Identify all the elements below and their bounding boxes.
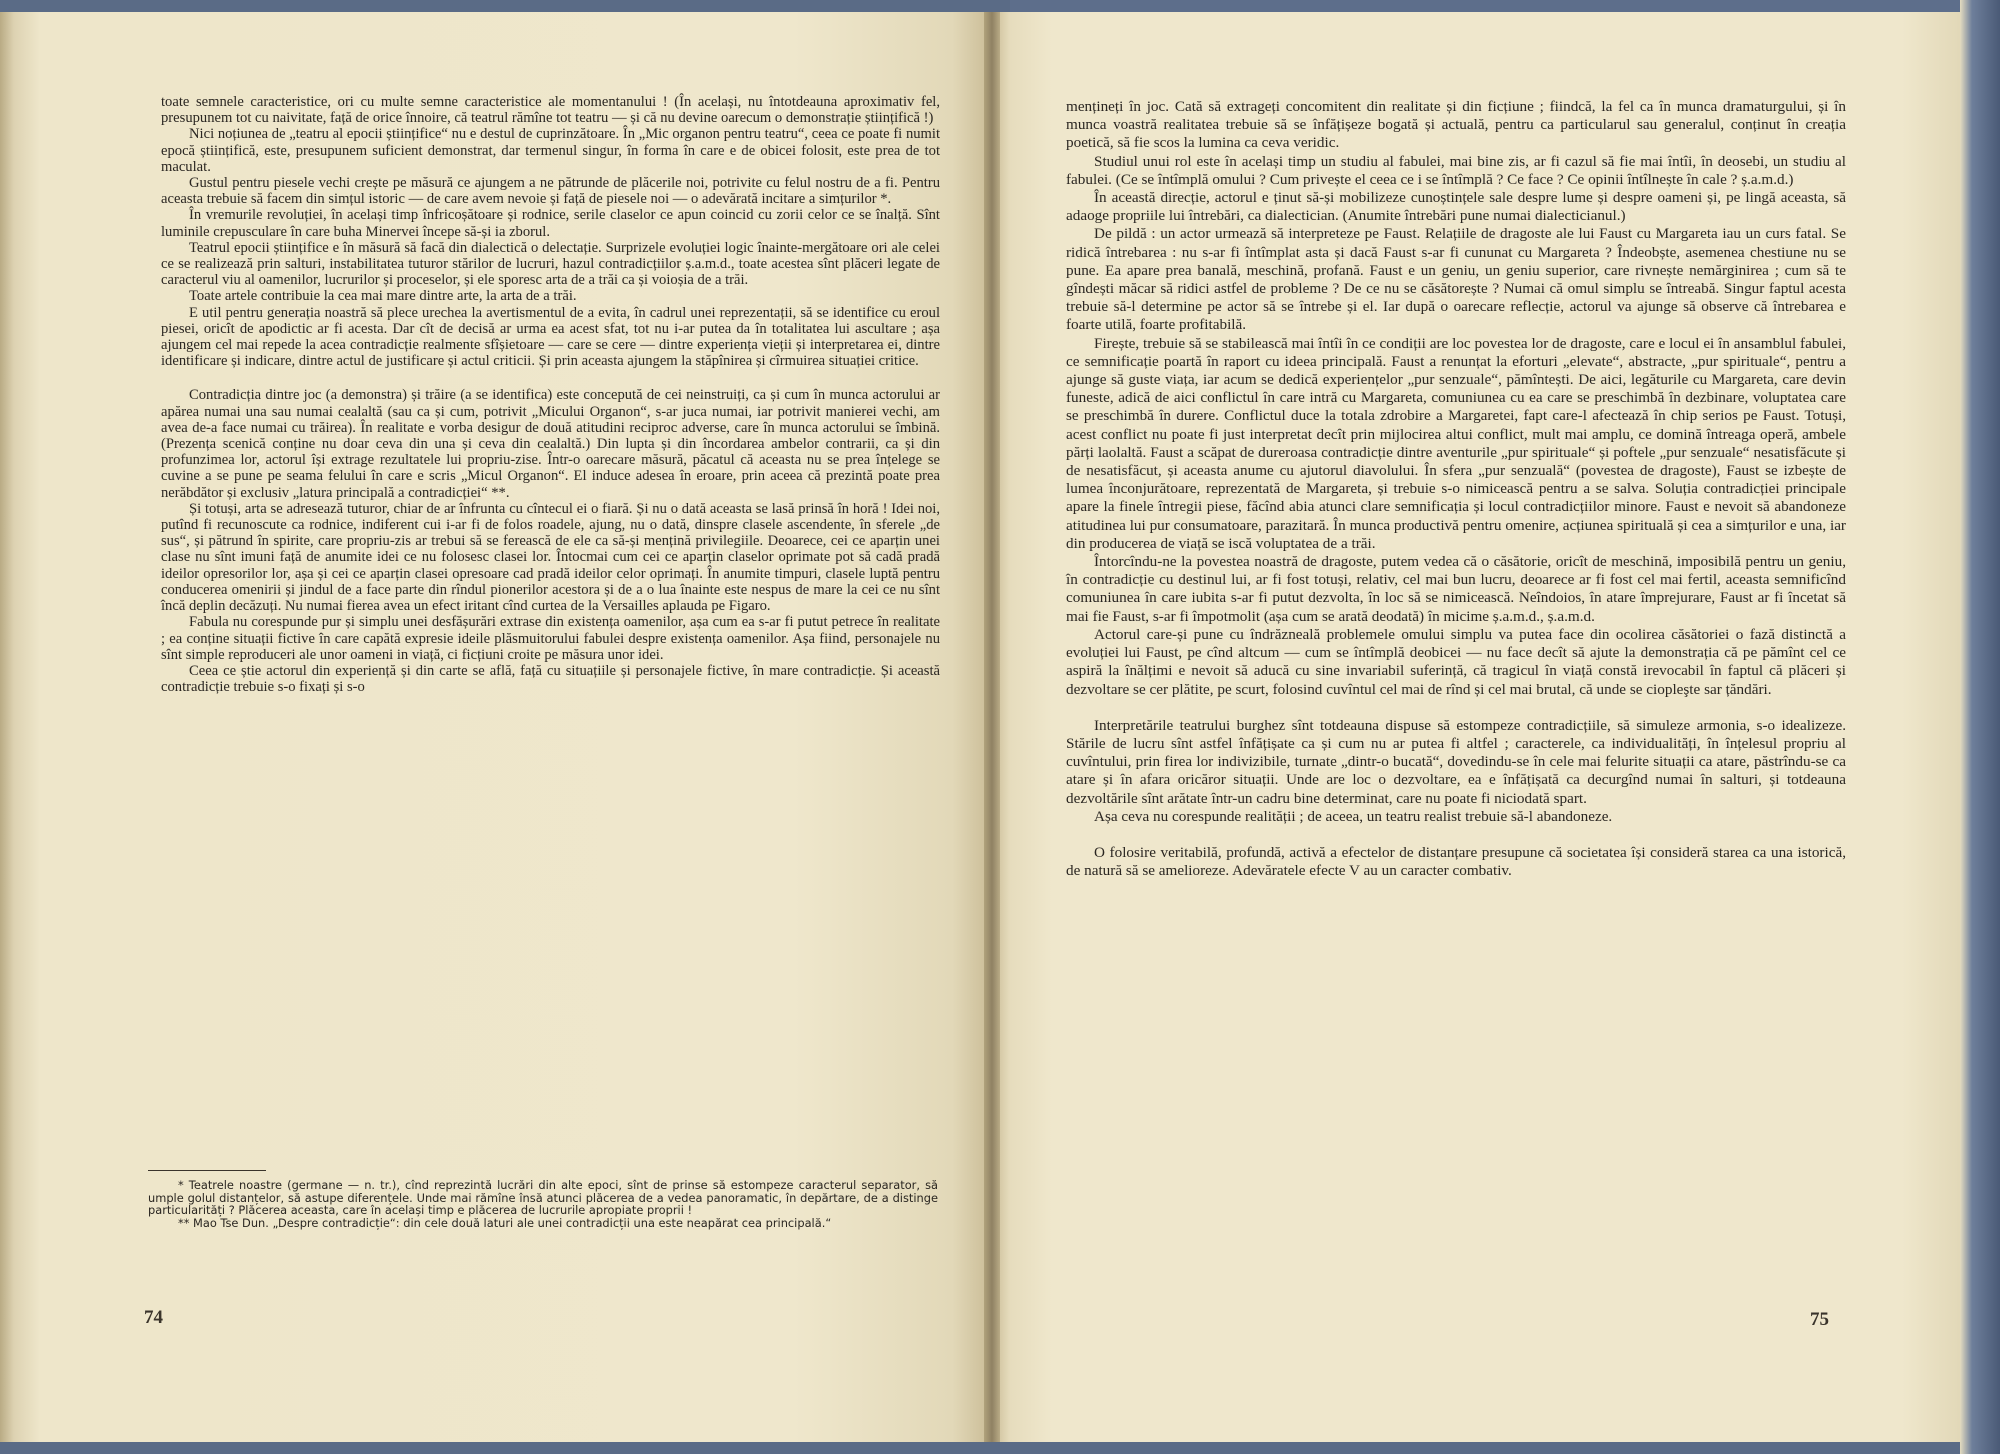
paragraph: Fabula nu corespunde pur și simplu unei desfășurări extrase din existența oamenilor, așa cum ea s-ar fi putut petrece în realitate ; ea conține situații fictive în care capătă expresie ideile plăsmuitorului fabulei despre existența oamenilor. Așa fiind, personajele nu sînt simple reproduceri ale unor oameni in viață, ci ficțiuni croite pe măsura unor idei.	[161, 614, 940, 663]
paragraph: toate semnele caracteristice, ori cu multe semne caracteristice ale momentanului ! (În același, nu întotdeauna aproximativ fel, presupunem tot cu naivitate, față de orice înnoire, că teatrul rămîne tot teatru — și că nu devine oarecum o demonstrație științifică !)	[161, 94, 940, 127]
paragraph: Teatrul epocii științifice e în măsură să facă din dialectică o delectație. Surprizele evoluției logic înainte-mergătoare ori ale celei ce se realizează prin salturi, instabilitatea tuturor stărilor de lucruri, hazul contradicțiilor ș.a.m.d., toate acestea sînt plăceri legate de caracterul viu al oamenilor, lucrurilor și proceselor, și ele sporesc arta de a trăi ca și voioșia de a trăi.	[161, 239, 940, 289]
paragraph: Toate artele contribuie la cea mai mare dintre arte, la arta de a trăi.	[189, 288, 577, 305]
paragraph: Actorul care-și pune cu îndrăzneală problemele omului simplu va putea face din ocolirea căsătoriei o fază distinctă a evoluției lui Faust, pe cînd altcum — cum se întîmplă deobicei — nu face decît să ajute la demonstrația că pe pămînt cel ce aspiră la înălțimi e nevoit să aducă cu sine invariabil suferință, că tragicul în viață constă irevocabil în faptul că plăceri și dezvoltare se cer plătite, pe scurt, folosind cuvîntul cel mai de rînd și cel mai brutal, că unde se ciopleşte sar țăndări.	[1066, 625, 1846, 698]
paragraph: mențineți în joc. Cată să extrageți concomitent din realitate și din ficțiune ; fiindcă, la fel ca în munca dramaturgului, și în munca voastră realitatea trebuie să se înfățișeze bogată și actuală, pentru ca particularul sau generalul, conținut în creația poetică, să fie scos la lumina ca ceva veridic.	[1066, 98, 1846, 152]
left-page	[0, 12, 992, 1442]
paragraph: Gustul pentru piesele vechi crește pe măsură ce ajungem a ne pătrunde de plăcerile noi, potrivite cu felul nostru de a fi. Pentru aceasta trebuie să facem din simțul istoric — de care avem nevoie și față de piesele noi — o adevărată incitare a simțurilor *.	[161, 175, 940, 208]
book-cover-edge	[1960, 0, 2000, 1454]
paragraph: Așa ceva nu corespunde realității ; de aceea, un teatru realist trebuie să-l abandoneze.	[1094, 807, 1613, 825]
page-number-right: 75	[1810, 1309, 1829, 1330]
paragraph: Și totuși, arta se adresează tuturor, chiar de ar înfrunta cu cîntecul ei o fiară. Și nu o dată aceasta se lasă prinsă în horă ! Idei noi, putînd fi recunoscute ca rodnice, indiferent cui i-ar fi de folos roadele, ajung, nu o dată, dinspre clasele ascendente, în sferele „de sus“, și pătrund în spirite, care propriu-zis ar trebui să se ferească de ele ca să-și mențină privilegiile. Deoarece, cei ce aparțin unei clase nu sînt imuni față de anumite idei ce nu folosesc clasei lor. Întocmai cum cei ce aparțin claselor oprimate pot să cadă pradă ideilor opresorilor lor, așa și cei ce aparțin clasei opresoare cad pradă ideilor celor oprimați. În anumite timpuri, clasele luptă pentru conducerea omenirii și jindul de a face parte din rîndul pionerilor acestora și de a o lua înainte este nespus de mare la cei ce nu sînt încă deplin decăzuți. Nu numai fierea avea un efect iritant cînd curtea de la Versailles aplauda pe Figaro.	[161, 500, 940, 615]
paragraph: Studiul unui rol este în același timp un studiu al fabulei, mai bine zis, ar fi cazul să fie mai întîi, în deosebi, un studiu al fabulei. (Ce se întîmplă omului ? Cum privește el ceea ce i se întîmplă ? Ce face ? Ce opinii întîlnește în cale ? ș.a.m.d.)	[1066, 152, 1846, 188]
paragraph: Contradicția dintre joc (a demonstra) și trăire (a se identifica) este concepută de cei neinstruiți, ca și cum în munca actorului ar apărea numai una sau numai cealaltă (sau ca și cum, potrivit „Micului Organon“, s-ar juca numai, iar potrivit manierei vechi, am avea de-a face numai cu trăirea). În realitate e vorba desigur de două atitudini reciproc adverse, care în munca actorului se îmbină. (Prezența scenică conține nu doar ceva din una și ceva din cealaltă.) Din lupta și din încordarea ambelor contrarii, ca și din profunzimea lor, actorul își extrage rezultatele lui propriu-zise. Într-o oarecare măsură, păcatul că aceasta nu se prea înțelege se cuvine a se pune pe seama felului în care e scris „Micul Organon“. El induce adesea în eroare, prin aceea că prezintă poate prea nerăbdător și exclusiv „latura principală a contradicției“ **.	[161, 387, 940, 501]
paragraph: În această direcție, actorul e ținut să-și mobilizeze cunoștințele sale despre lume și despre oameni și, pe lingă aceasta, să adaoge propriile lui întrebări, ca dialectician. (Anumite întrebări pune numai dialecticianul.)	[1066, 189, 1846, 225]
book-gutter	[984, 12, 1000, 1442]
footnotes	[148, 1179, 938, 1230]
footnote: * Teatrele noastre (germane — n. tr.), cînd reprezintă lucrări din alte epoci, sînt de prinse să estompeze caracterul separator, să umple golul distanțelor, să astupe diferențele. Unde mai rămîne însă atunci plăcerea de a vedea panoramatic, în depărtare, de a distinge particularități ? Plăcerea aceasta, care în același timp e plăcerea de lucrurile apropiate proprii !	[148, 1178, 938, 1218]
paragraph: De pildă : un actor urmează să interpreteze pe Faust. Relațiile de dragoste ale lui Faust cu Margareta iau un curs fatal. Se ridică întrebarea : nu s-ar fi întîmplat asta și dacă Faust s-ar fi cununat cu Margareta ? Îndeobște, asemenea chestiune nu se pune. Ea apare prea banală, meschină, profană. Faust e un geniu, un geniu superior, care rivnește nemărginirea ; cum să te gîndești măcar să ridici astfel de probleme ? De ce nu se căsătorește ? Numai că omul simplu se întreabă. Singur faptul acesta trebuie să-l determine pe actor să se întrebe și el. Iar după o oarecare reflecție, actorul va ajunge să observe că întrebarea e foarte utilă, foarte profitabilă.	[1066, 225, 1846, 334]
paragraph: Întorcîndu-ne la povestea noastră de dragoste, putem vedea că o căsătorie, oricît de meschină, imposibilă pentru un geniu, în contradicție cu destinul lui, ar fi fost totuși, relativ, cel mai bun lucru, deoarece ar fi fost cel mai fertil, aceasta semnificînd comuniunea în care iubita s-ar fi putut dezvolta, în loc să se nimicească. Neîndoios, în atare împrejurare, Faust ar fi încetat să mai fie Faust, s-ar fi împotmolit (așa cum se arată deodată) în micime ș.a.m.d., ș.a.m.d.	[1066, 553, 1846, 625]
footnote: ** Mao Tse Dun. „Despre contradicție“: din cele două laturi ale unei contradicții una este neapărat cea principală.“	[178, 1216, 832, 1231]
paragraph: O folosire veritabilă, profundă, activă a efectelor de distanțare presupune că societatea își consideră starea ca una istorică, de natură să se amelioreze. Adevăratele efecte V au un caracter combativ.	[1066, 843, 1846, 880]
paragraph: Nici noțiunea de „teatru al epocii științifice“ nu e destul de cuprinzătoare. În „Mic organon pentru teatru“, ceea ce poate fi numit epocă științifică, este, presupunem suficient demonstrat, dar termenul singur, în forma în care e de obicei folosit, este prea de tot maculat.	[161, 126, 940, 175]
footnote-separator	[148, 1170, 266, 1171]
page-number-left: 74	[144, 1307, 163, 1328]
paragraph: E util pentru generația noastră să plece urechea la avertismentul de a evita, în cadrul unei reprezentații, să se identifice cu eroul piesei, oricît de apodictic ar fi acesta. Dar cît de decisă ar urma ea acest sfat, tot nu i-ar putea da în totalitatea lui ascultare ; așa ajungem cel mai repede la acea contradicție realmente sfîșietoare — care se cere — dintre experiența vieții și interpretarea ei, dintre identificare și indicare, dintre actul de justificare și actul criticii. Și prin aceasta ajungem la stăpînirea și cîrmuirea situației critice.	[161, 304, 940, 370]
paragraph: Ceea ce știe actorul din experiență și din carte se află, față cu situațiile și personajele fictive, în mare contradicție. Și această contradicție trebuie s-o fixați și s-o	[161, 662, 940, 696]
left-page-body	[161, 94, 940, 695]
paragraph: În vremurile revoluției, în același timp înfricoșătoare și rodnice, serile claselor ce apun coincid cu zorii celor ce se înalță. Sînt luminile crepusculare în care buha Minervei începe să-și ia zborul.	[161, 207, 940, 240]
right-page-body	[1066, 98, 1846, 880]
right-page	[992, 12, 1960, 1442]
paragraph: Firește, trebuie să se stabilească mai întîi în ce condiții are loc povestea lor de dragoste, care e locul ei în ansamblul fabulei, ce semnificație poartă în raport cu ideea principală. Faust a renunțat la eforturi „elevate“, abstracte, „pur spirituale“, pentru a ajunge să guste viața, iar acum se dedică experiențelor „pur senzuale“, pămîntești. De aici, legăturile cu Margareta, care devin funeste, adică de aici conflictul în care intră cu Margareta, comuniunea cu ea care se preschimbă în dezbinare, voluptatea care se preschimbă în durere. Conflictul duce la totala zdrobire a Margaretei, fapt care-l afectează în chip serios pe Faust. Totuși, acest conflict nu poate fi just interpretat decît prin mijlocirea altui conflict, mult mai amplu, ce domină întreaga operă, ambele părți laolaltă. Faust a scăpat de dureroasa contradicție dintre aventurile „pur spirituale“ și poftele „pur senzuale“ nesatisfăcute și de nesatisfăcut, și aceasta anume cu ajutorul diavolului. În sfera „pur senzuală“ (povestea de dragoste), Faust se izbește de lumea înconjurătoare, reprezentată de Margareta, și trebuie s-o nimicească pentru a se salva. Soluția contradicției principale apare la finele întregii piese, făcînd abia atunci clare semnificația și locul contradicțiilor minore. Faust e nevoit să abandoneze atitudinea lui pur consumatoare, parazitară. În munca productivă pentru omenire, acțiunea spirituală și cea a simțurilor e una, iar din producerea de viață se iscă voluptatea de a trăi.	[1066, 334, 1846, 552]
paragraph: Interpretările teatrului burghez sînt totdeauna dispuse să estompeze contradicțiile, să simuleze armonia, s-o idealizeze. Stările de lucru sînt astfel înfățișate ca și cum nu ar putea fi altfel ; caracterele, ca individualități, în înțelesul propriu al cuvîntului, prin firea lor indivizibile, turnate „dintr-o bucată“, dovedindu-se în cele mai felurite situații ca atare, păstrîndu-se ca atare și în afara oricăror situații. Unde are loc o dezvoltare, ea e înfățișată ca decurgînd numai în salturi, și totdeauna dezvoltările sînt arătate într-un cadru bine determinat, care nu poate fi niciodată spart.	[1066, 716, 1846, 807]
